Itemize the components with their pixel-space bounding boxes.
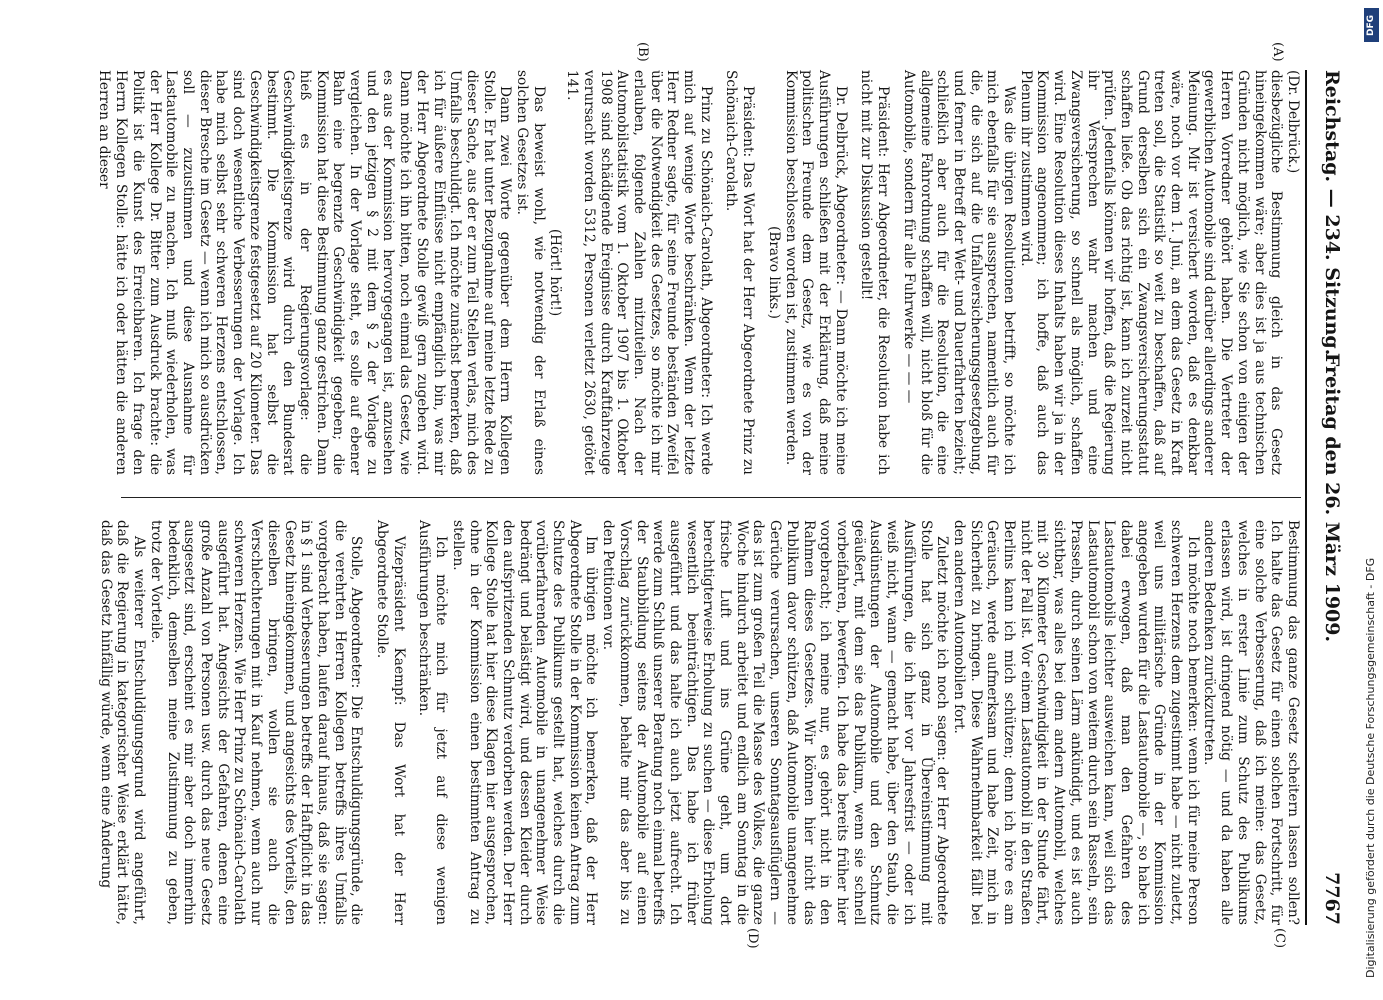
paragraph: Als weiterer Entschuldigungsgrund wird angeführt, daß die Regierung in kategorischer Weise erklärt hätte, daß das Gesetz hinfällig würde, wenn eine Änderung: [97, 520, 148, 925]
paragraph: Dr. Delbrück, Abgeordneter: — Dann möchte ich meine Ausführungen schließen mit der Erklärung, daß meine politischen Freunde dem Gesetz, wie es von der Kommission beschlossen worden ist, zustimmen werden.: [782, 70, 849, 475]
digitization-credit-text: Digitalisierung gefördert durch die Deutsche Forschungsgemeinschaft - DFG: [1364, 557, 1377, 978]
right-text-column: [97, 520, 1301, 925]
paragraph: Was die übrigen Resolutionen betrifft, so möchte ich mich ebenfalls für sie aussprechen, namentlich auch für die, die sich auf die Unfallversicherungsgesetzgebung, und ferner in Betreff der Wett- und Dauerfahrten bezieht; schließlich aber auch für die Resolution, die eine allgemeine Fahrordnung schaffen will, nicht bloß für die Automobile, sondern für alle Fuhrwerke — — —: [900, 70, 1018, 475]
paragraph: Präsident: Herr Abgeordneter, die Resolution habe ich nicht mit zur Diskussion gestellt!: [858, 70, 892, 475]
dfg-logo: DFG: [1364, 8, 1379, 42]
paragraph: diesbezügliche Bestimmung gleich in das Gesetz hineingekommen wäre; aber dies ist ja aus technischen Gründen nicht möglich, wie Sie schon von einigen der Herren Vorredner gehört haben. Die Vertreter der gewerblichen Automobile sind darüber allerdings anderer Meinung. Mir ist versichert worden, daß es denkbar wäre, noch vor dem 1. Juni, an dem das Gesetz in Kraft treten soll, die Statistik so weit zu beschaffen, daß auf Grund derselben sich ein Zwangsversicherungsstatut schaffen ließe. Ob das richtig ist, kann ich zurzeit nicht prüfen. Jedenfalls können wir hoffen, daß die Regierung ihr Versprechen wahr machen und eine Zwangsversicherung, so schnell als möglich, schaffen wird. Eine Resolution dieses Inhalts haben wir ja in der Kommission angenommen; ich hoffe, daß auch das Plenum ihr zustimmen wird.: [1017, 70, 1285, 475]
paragraph: Präsident: Das Wort hat der Herr Abgeordnete Prinz zu Schönaich-Carolath.: [723, 70, 757, 475]
page-header: [1305, 70, 1347, 925]
paragraph: (Hört! hört!): [547, 228, 564, 317]
paragraph: Im übrigen möchte ich bemerken, daß der Herr Abgeordnete Stolle in der Kommission keinen Antrag zum Schutze des Publikums gestellt hat, welches durch die vorüberfahrenden Automobile in unangenehmer Weise bedrängt und belästigt wird, und dessen Kleider durch den aufspritzenden Schmutz verdorben werden. Der Herr Kollege Stolle hat hier diese Klagen hier ausgesprochen, ohne in der Kommission einen bestimmten Antrag zu stellen.: [449, 520, 600, 925]
margin-marker-d: (D): [745, 928, 760, 949]
paragraph: (Bravo links.): [765, 225, 782, 319]
paragraph: Zuletzt möchte ich noch sagen: der Herr Abgeordnete Stolle hat sich ganz in Übereinstimmung mit Ausführungen, die ich hier vor Jahresfrist — oder ich weiß nicht, wann — gemacht habe, über den Staub, die Ausdünstungen der Automobile und den Schmutz geäußert, mit dem sie das Publikum, wenn sie schnell vorbeifahren, bewerfen. Ich habe das bereits früher hier vorgebracht; ich meine nur, es gehört nicht in den Rahmen dieses Gesetzes. Wir können hier nicht das Publikum davor schützen, daß Automobile unangenehme Gerüche verursachen, unseren Sonntagsausflüglern — das ist zum großen Teil die Masse des Volkes, die ganze Woche hindurch arbeitet und endlich am Sonntag in die frische Luft und ins Grüne geht, um dort berechtigterweise Erholung zu suchen — diese Erholung wesentlich beeinträchtigen. Das habe ich früher ausgeführt und das halte ich auch jetzt aufrecht. Ich werde zum Schluß unserer Beratung noch einmal betreffs der Staubbildung seitens der Automobile auf einen Vorschlag zurückkommen, behalte mir das aber bis zu den Petitionen vor.: [600, 520, 951, 925]
paragraph: Bestimmung das ganze Gesetz scheitern lassen sollen? Ich halte das Gesetz für einen solchen Fortschritt, für eine solche Verbesserung, daß ich meine: das Gesetz, welches in erster Linie zum Schutz des Publikums erlassen wird, ist dringend nötig — und da haben alle anderen Bedenken zurückzutreten.: [1201, 520, 1301, 925]
left-text-column: [96, 70, 1301, 475]
paragraph: Prinz zu Schönaich-Carolath, Abgeordneter: Ich werde mich auf wenige Worte beschränken. Wenn der letzte Herr Redner sagte, für seine Freunde beständen Zweifel über die Notwendigkeit des Gesetzes, so möchte ich mir erlauben, folgende Zahlen mitzuteilen. Nach der Automobilstatistik vom 1. Oktober 1907 bis 1. Oktober 1908 sind schädigende Ereignisse durch Kraftfahrzeuge verursacht worden 5312, Personen verletzt 2630, getötet 141.: [564, 70, 714, 475]
margin-marker-a: (A): [1270, 42, 1285, 62]
digitization-credit: [1364, 8, 1379, 988]
paragraph: Vizepräsident Kaempf: Das Wort hat der Herr Abgeordnete Stolle.: [374, 520, 407, 925]
header-date: Freitag den 26. März 1909.: [1321, 352, 1343, 643]
paragraph: Ich möchte noch bemerken: wenn ich für meine Person schweren Herzens dem zugestimmt habe — nicht zuletzt, weil uns militärische Gründe in der Kommission angegeben wurden für die Lastautomobile —, so habe ich dabei erwogen, daß man den Gefahren des Lastautomobils leichter ausweichen kann, weil sich das Lastautomobil schon von weitem durch sein Rasseln, sein Prasseln, durch seinen Lärm ankündigt, und es ist auch sichtbar, was alles bei dem andern Automobil, welches mit 30 Kilometer Geschwindigkeit in der Stunde fährt, nicht der Fall ist. Vor einem Lastautomobil in den Straßen Berlins kann ich mich schützen; denn ich höre es am Geräusch, werde aufmerksam und habe Zeit, mich in Sicherheit zu bringen. Diese Wahrnehmbarkeit fällt bei den anderen Automobilen fort.: [950, 520, 1201, 925]
margin-marker-c: (C): [1272, 928, 1287, 949]
header-session: Reichstag. — 234. Sitzung.: [1321, 70, 1343, 356]
column-divider: [121, 497, 1301, 498]
paragraph: Ich möchte mich für jetzt auf diese wenigen Ausführungen beschränken.: [416, 520, 450, 925]
scanned-document-page: [45, 40, 1355, 955]
header-page-number: 7767: [1321, 872, 1343, 925]
paragraph: Dann zwei Worte gegenüber dem Herrn Kollegen Stolle. Er hat unter Bezugnahme auf meine letzte Rede zu dieser Sache, aus der er zum Teil Stellen verlas, mich des Umfalls beschuldigt. Ich möchte zunächst bemerken, daß ich für äußere Einflüsse nicht empfänglich bin, was mir der Herr Abgeordnete Stolle gewiß gern zugeben wird. Dann möchte ich ihn bitten, noch einmal das Gesetz, wie es aus der Kommission hervorgegangen ist, anzusehen und den jetzigen § 2 mit dem § 2 der Vorlage zu vergleichen. In der Vorlage steht, es solle auf ebener Bahn eine begrenzte Geschwindigkeit gegeben; die Kommission hat diese Bestimmung ganz gestrichen. Dann hieß es in der Regierungsvorlage: die Geschwindigkeitsgrenze wird durch den Bundesrat bestimmt. Die Kommission hat selbst die Geschwindigkeitsgrenze festgesetzt auf 20 Kilometer. Das sind doch wesentliche Verbesserungen der Vorlage. Ich habe mich selbst sehr schweren Herzens entschlossen, dieser Bresche im Gesetz — wenn ich mich so ausdrücken soll — zuzustimmen und diese Ausnahme für Lastautomobile zu machen. Ich muß wiederholen, was der Herr Kollege Dr. Bitter zum Ausdruck brachte: die Politik ist die Kunst des Erreichbaren. Ich frage den Herrn Kollegen Stolle: hätte ich oder hätten die anderen Herren an dieser: [96, 70, 514, 475]
margin-marker-b: (B): [635, 42, 650, 62]
paragraph: (Dr. Delbrück.): [1285, 70, 1301, 174]
paragraph: Stolle, Abgeordneter: Die Entschuldigungsgründe, die die verehrten Herren Kollegen betreffs ihres Umfalls vorgebracht haben, laufen darauf hinaus, daß sie sagen: in § 1 sind Verbesserungen betreffs der Haftpflicht in das Gesetz hineingekommen, und angesichts des Vorteils, den dieselben bringen, wollen sie auch die Verschlechterungen mit in Kauf nehmen, wenn auch nur schweren Herzens. Wie Herr Prinz zu Schönaich-Carolath ausgeführt hat. Angesichts der Gefahren, denen eine große Anzahl von Personen usw. durch das neue Gesetz ausgesetzt sind, erscheint es mir aber doch immerhin bedenklich, demselben meine Zustimmung zu geben, trotz der Vorteile.: [147, 520, 365, 925]
paragraph: Das beweist wohl, wie notwendig der Erlaß eines solchen Gesetzes ist.: [514, 70, 547, 475]
